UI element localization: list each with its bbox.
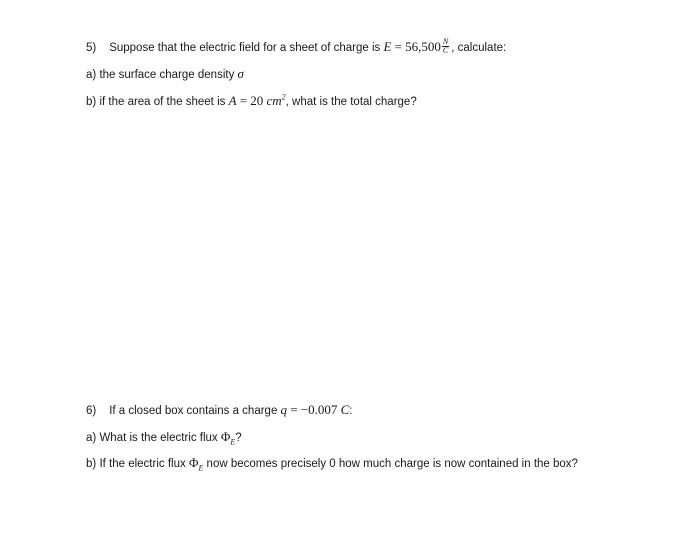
- question-6b-text-end: now becomes precisely 0 how much charge is now contained in the box?: [206, 458, 578, 470]
- question-6b-text: If the electric flux: [99, 458, 186, 470]
- question-5-line: [86, 39, 506, 56]
- question-5-number: 5): [86, 42, 97, 54]
- unit-denominator: C: [442, 46, 449, 56]
- sigma-symbol: σ: [237, 66, 244, 81]
- question-6a-text-end: ?: [235, 432, 242, 444]
- unit-numerator: N: [442, 37, 449, 47]
- question-6-number: 6): [86, 405, 97, 417]
- question-6a-text: What is the electric flux: [99, 432, 218, 444]
- question-5b-label: b): [86, 96, 97, 108]
- area-value: 20: [250, 93, 264, 108]
- question-6b-label: b): [86, 458, 97, 470]
- unit-fraction: [442, 38, 449, 55]
- question-5-text: Suppose that the electric field for a sheet of charge is: [109, 42, 381, 54]
- equals-sign: =: [290, 402, 298, 417]
- area-unit: [267, 93, 286, 108]
- question-5a-label: a): [86, 69, 97, 81]
- field-variable: E: [383, 39, 392, 54]
- flux-symbol: $\Phi_E$: [188, 455, 204, 473]
- charge-value: −0.007: [300, 402, 338, 417]
- question-6a-label: a): [86, 432, 97, 444]
- field-value: 56,500: [405, 39, 441, 54]
- question-5a-text: the surface charge density: [99, 69, 235, 81]
- question-5b-text-end: , what is the total charge?: [285, 96, 417, 108]
- question-6-line: [86, 402, 352, 419]
- equals-sign: =: [394, 39, 402, 54]
- question-5b-text: if the area of the sheet is: [99, 96, 226, 108]
- question-6b-line: [86, 455, 578, 472]
- question-6a-line: [86, 429, 242, 446]
- charge-variable: q: [280, 402, 288, 417]
- equals-sign: =: [239, 93, 248, 108]
- question-5-text-end: , calculate:: [451, 42, 507, 54]
- question-5b-line: [86, 93, 417, 110]
- question-6-text-end: :: [349, 405, 353, 417]
- charge-unit: C: [340, 402, 350, 417]
- area-variable: A: [228, 93, 237, 108]
- area-unit-exponent: 2: [281, 92, 286, 102]
- flux-symbol: $\Phi_E$: [220, 429, 236, 447]
- question-5a-line: [86, 66, 244, 83]
- question-6-text: If a closed box contains a charge: [109, 405, 278, 417]
- area-unit-base: cm: [266, 93, 282, 108]
